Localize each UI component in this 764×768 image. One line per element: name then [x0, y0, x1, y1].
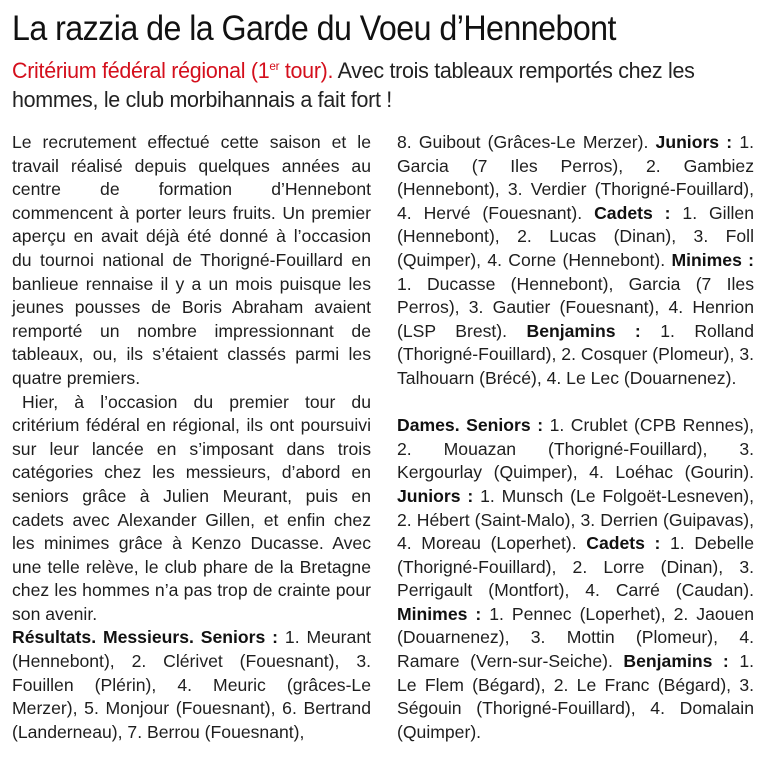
results-men-seniors: 1. Meurant (Hennebont), 2. Clérivet (Fouesnant), 3. Fouillen (Plérin), 4. Meuric (grâces-Le Merzer), 5. Monjour (Fouesnant), 6. Bertrand (Landerneau), 7. Berrou (Fouesnant),: [12, 627, 372, 742]
results-women-minimes: 1. Pennec (Loperhet), 2. Jaouen (Douarnenez), 3. Mottin (Plomeur), 4. Ramare (Vern-sur-Seiche).: [397, 603, 754, 672]
body-paragraph-2: Hier, à l’occasion du premier tour du critérium fédéral en régional, ils ont poursuivi sur leur lancée en s’imposant dans trois catégories chez les messieurs, d’abord en seniors grâce à Julien Meurant, puis en cadets avec Alexander Gillen, et enfin chez les minimes grâce à Kenzo Ducasse. Avec une telle relève, le club phare de la Bretagne chez les hommes n’a pas trop de crainte pour son avenir.: [12, 391, 371, 624]
lead-kicker-end: tour).: [279, 58, 334, 83]
lead-kicker-superscript: er: [269, 59, 280, 73]
results-women-juniors-label: Juniors :: [397, 485, 474, 506]
results-women-benjamins: 1. Le Flem (Bégard), 2. Le Franc (Bégard), 3. Ségouin (Thorigné-Fouillard), 4. Domalain (Quimper).: [397, 651, 755, 742]
right-column: [397, 131, 754, 744]
results-men-cadets: 1. Gillen (Hennebont), 2. Lucas (Dinan), 3. Foll (Quimper), 4. Corne (Hennebont).: [397, 202, 754, 270]
results-women-cadets: 1. Debelle (Thorigné-Fouillard), 2. Lorre (Dinan), 3. Perrigault (Montfort), 4. Carré (Caudan).: [397, 533, 754, 601]
results-men-minimes-label: Minimes :: [665, 249, 754, 270]
results-men-seniors-continued: 8. Guibout (Grâces-Le Merzer).: [397, 132, 649, 152]
lead-text: Avec trois tableaux remportés chez les hommes, le club morbihannais a fait fort !: [12, 58, 695, 112]
results-men-benjamins-label: Benjamins :: [507, 320, 641, 341]
body-paragraph-1: Le recrutement effectué cette saison et le travail réalisé depuis quelques années au centre de formation d’Hennebont commencent à porter leurs fruits. Un premier aperçu en avait déjà été donné à l’occasion du tournoi national de Thorigné-Fouillard en banlieue rennaise il y a un mois puisque les jeunes pousses de Boris Abraham avaient remporté un nombre impressionnant de tableaux, ou, ils s’étaient classés parmi les quatre premiers.: [12, 132, 371, 388]
results-women: [397, 414, 754, 744]
results-women-seniors: 1. Crublet (CPB Rennes), 2. Mouazan (Thorigné-Fouillard), 3. Kergourlay (Quimper), 4. Loéhac (Gourin).: [397, 415, 754, 483]
article-lead: [12, 56, 753, 114]
results-women-heading: Dames. Seniors :: [397, 415, 544, 436]
results-men-juniors: 1. Garcia (7 Iles Perros), 2. Gambiez (Hennebont), 3. Verdier (Thorigné-Fouillard), 4. Hervé (Fouesnant).: [397, 132, 754, 223]
left-column: [12, 131, 371, 744]
results-women-juniors: 1. Munsch (Le Folgoët-Lesneven), 2. Hébert (Saint-Malo), 3. Derrien (Guipavas), 4. Moreau (Loperhet).: [397, 485, 754, 554]
results-women-cadets-label: Cadets :: [576, 533, 661, 554]
results-women-minimes-label: Minimes :: [397, 603, 482, 624]
results-men-juniors-label: Juniors :: [648, 132, 733, 152]
results-men-continued: [397, 131, 754, 391]
results-men-cadets-label: Cadets :: [582, 202, 671, 223]
results-men-heading: Résultats. Messieurs. Seniors :: [12, 627, 279, 648]
results-men-minimes: 1. Ducasse (Hennebont), Garcia (7 Iles Perros), 3. Gautier (Fouesnant), 4. Henrion (LSP Brest).: [397, 273, 754, 341]
article-headline: La razzia de la Garde du Voeu d’Hennebont: [12, 9, 616, 48]
results-men-benjamins: 1. Rolland (Thorigné-Fouillard), 2. Cosquer (Plomeur), 3. Talhouarn (Brécé), 4. Le Lec (Douarnenez).: [397, 320, 754, 388]
results-women-benjamins-label: Benjamins :: [612, 651, 729, 672]
lead-kicker-text: Critérium fédéral régional (1: [12, 58, 270, 83]
lead-kicker: [12, 58, 333, 83]
results-men: [12, 626, 371, 744]
